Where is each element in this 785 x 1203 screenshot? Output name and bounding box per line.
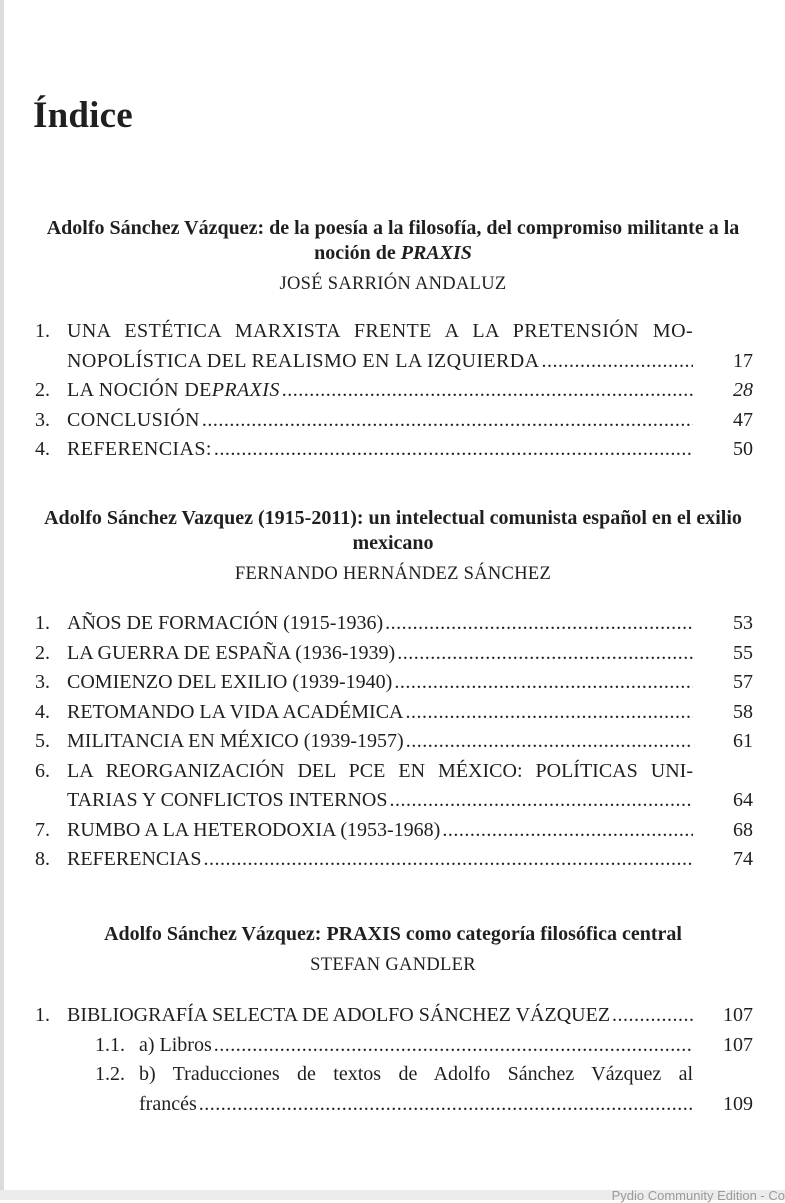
- entry-title: b) Traducciones de textos de Adolfo Sánchez Vázquez al: [139, 1063, 693, 1085]
- entry-title: a) Libros: [139, 1033, 212, 1056]
- entry-number: 5.: [35, 730, 50, 752]
- entry-number: 6.: [35, 759, 50, 782]
- entry-title: REFERENCIAS:: [67, 438, 212, 460]
- toc-subentry[interactable]: [33, 1031, 753, 1061]
- page-number: 28: [733, 379, 753, 401]
- entry-number: 1.2.: [95, 1063, 125, 1085]
- dot-leader: [203, 845, 693, 875]
- entry-title: LA NOCIÓN DE: [67, 379, 212, 401]
- entry-title: LA REORGANIZACIÓN DEL PCE EN MÉXICO: POLÍTICAS UNI-: [67, 759, 693, 782]
- page-number: 61: [733, 730, 753, 752]
- dot-leader: [406, 727, 693, 757]
- page-number: 74: [733, 848, 753, 870]
- toc-entry[interactable]: [33, 376, 753, 406]
- entry-number: 8.: [35, 848, 50, 870]
- section-title-emphasis: PRAXIS: [400, 242, 472, 264]
- toc-entry[interactable]: [33, 435, 753, 465]
- section-title: Adolfo Sánchez Vazquez (1915-2011): un intelectual comunista español en el exilio mexicano: [44, 507, 742, 554]
- page-number: 50: [733, 438, 753, 460]
- section-author: FERNANDO HERNÁNDEZ SÁNCHEZ: [234, 564, 552, 584]
- entry-title: UNA ESTÉTICA MARXISTA FRENTE A LA PRETENSIÓN MO-: [67, 320, 693, 342]
- entry-title: MILITANCIA EN MÉXICO (1939-1957): [67, 730, 404, 752]
- entry-number: 4.: [35, 700, 50, 723]
- section-2: [33, 506, 753, 875]
- page-number: 107: [723, 1033, 753, 1056]
- toc-entry[interactable]: [33, 317, 753, 376]
- dot-leader: [199, 1090, 693, 1120]
- page-number: 109: [723, 1092, 753, 1115]
- toc-entry[interactable]: [33, 757, 753, 816]
- dot-leader: [214, 435, 693, 465]
- dot-leader: [406, 698, 693, 728]
- dot-leader: [385, 609, 693, 639]
- dot-leader: [541, 347, 693, 377]
- entry-number: 3.: [35, 671, 50, 693]
- page-number: 53: [733, 612, 753, 634]
- page-number: 64: [733, 789, 753, 811]
- toc-entry[interactable]: [33, 668, 753, 698]
- dot-leader: [397, 639, 693, 669]
- toc-list: [33, 1001, 753, 1119]
- page-number: 17: [733, 349, 753, 372]
- section-1: [33, 216, 753, 465]
- entry-title-cont: TARIAS Y CONFLICTOS INTERNOS: [67, 789, 388, 811]
- toc-entry[interactable]: [33, 698, 753, 728]
- page-number: 55: [733, 641, 753, 664]
- page-number: 68: [733, 818, 753, 841]
- footer-text: Pydio Community Edition - Co: [611, 1188, 785, 1203]
- toc-entry[interactable]: [33, 845, 753, 875]
- dot-leader: [394, 668, 693, 698]
- toc-entry[interactable]: [33, 727, 753, 757]
- page-title: Índice: [33, 95, 133, 136]
- section-author: STEFAN GANDLER: [310, 955, 476, 975]
- entry-number: 1.: [35, 320, 50, 342]
- dot-leader: [202, 406, 693, 436]
- dot-leader: [612, 1001, 693, 1031]
- page-number: 47: [733, 408, 753, 431]
- entry-title: RUMBO A LA HETERODOXIA (1953-1968): [67, 818, 441, 841]
- toc-list: [33, 317, 753, 465]
- section-title-text: Adolfo Sánchez Vázquez: de la poesía a la filosofía, del compromiso militante a la noción de: [46, 217, 740, 264]
- toc-entry[interactable]: [33, 816, 753, 846]
- section-author: JOSÉ SARRIÓN ANDALUZ: [279, 274, 507, 294]
- page-number: 57: [733, 671, 753, 693]
- toc-entry[interactable]: [33, 406, 753, 436]
- entry-title-emphasis: PRAXIS: [211, 379, 280, 401]
- page-number: 58: [733, 700, 753, 723]
- section-title: [33, 216, 753, 266]
- dot-leader: [389, 786, 693, 816]
- entry-title-cont: francés: [139, 1092, 197, 1115]
- dot-leader: [214, 1031, 693, 1061]
- entry-number: 1.1.: [95, 1033, 125, 1056]
- page-edge: [0, 0, 4, 1200]
- entry-number: 1.: [35, 1004, 50, 1026]
- entry-title: REFERENCIAS: [67, 848, 202, 870]
- entry-number: 2.: [35, 379, 50, 401]
- entry-title: AÑOS DE FORMACIÓN (1915-1936): [67, 612, 384, 634]
- toc-list: [33, 609, 753, 875]
- entry-number: 7.: [35, 818, 50, 841]
- entry-title: COMIENZO DEL EXILIO (1939-1940): [67, 671, 393, 693]
- toc-entry[interactable]: [33, 609, 753, 639]
- entry-number: 3.: [35, 408, 50, 431]
- dot-leader: [282, 376, 693, 406]
- section-3: [33, 922, 753, 1119]
- entry-number: 1.: [35, 612, 50, 634]
- toc-entry[interactable]: [33, 1001, 753, 1031]
- dot-leader: [442, 816, 693, 846]
- entry-title: CONCLUSIÓN: [67, 408, 200, 431]
- entry-title-cont: NOPOLÍSTICA DEL REALISMO EN LA IZQUIERDA: [67, 349, 540, 372]
- entry-number: 2.: [35, 641, 50, 664]
- toc-subentry[interactable]: [33, 1060, 753, 1119]
- entry-title: RETOMANDO LA VIDA ACADÉMICA: [67, 700, 404, 723]
- section-title: Adolfo Sánchez Vázquez: PRAXIS como categoría filosófica central: [104, 923, 682, 945]
- entry-title: LA GUERRA DE ESPAÑA (1936-1939): [67, 641, 396, 664]
- toc-entry[interactable]: [33, 639, 753, 669]
- page-number: 107: [723, 1004, 753, 1026]
- entry-number: 4.: [35, 438, 50, 460]
- entry-title: BIBLIOGRAFÍA SELECTA DE ADOLFO SÁNCHEZ VÁZQUEZ: [67, 1004, 611, 1026]
